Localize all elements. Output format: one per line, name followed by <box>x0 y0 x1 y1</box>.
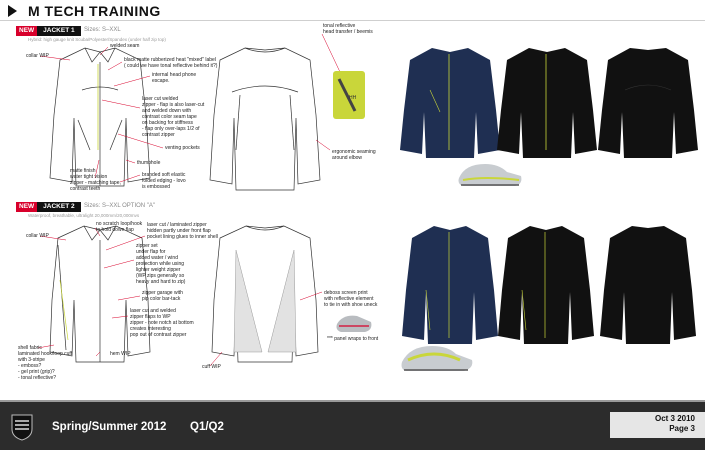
jacket1-elastic-note: branded soft elastic folded edging - lovo is embossed <box>142 172 186 190</box>
jacket1-collar-note: collar WIP <box>26 53 49 59</box>
jacket2-deboss-note: deboss screen print with reflective element to tie in with shoe uneck <box>324 290 378 308</box>
jacket2-laminated-zipper-note: laser cut / laminated zipper hidden partly under front flap pocket lining glues to inner shell <box>147 222 218 240</box>
jacket1-matte-note: matte finish water tight vision zipper - matching tape, contrast teeth <box>70 168 121 192</box>
new-badge: NEW <box>16 26 37 36</box>
jacket1-reflective-note: tonal reflective head transfer / beemis <box>323 23 373 35</box>
jacket1-thumbhole-note: thumbhole <box>137 160 161 166</box>
page-title: M TECH TRAINING <box>28 3 161 19</box>
jacket2-navy-front <box>402 226 498 344</box>
reflective-print-swatch <box>335 312 375 334</box>
footer-quarter: Q1/Q2 <box>190 421 224 433</box>
jacket1-fabric: Hybrid: high gauge knit Scuba/Polyester/Spandex (under half zip top) <box>28 37 166 42</box>
shoe2-image <box>398 340 478 376</box>
footer-season: Spring/Summer 2012 <box>52 421 167 433</box>
jacket1-headphone-note: internal head phone escape. <box>152 72 197 84</box>
jacket1-welded-seam-note: welded seam <box>110 43 140 49</box>
jacket2-hook-note: no scratch loop/hook to hold down flap <box>96 221 143 233</box>
jacket2-zipper-set-note: zipper set under flap for added water / wind protection while using lighter weight zipper (WP zips generally so heavy and hard to zip) <box>136 243 186 285</box>
jacket2-hem-note: hem WIP <box>110 351 131 357</box>
jacket2-black-back <box>600 226 696 344</box>
jacket2-panel-note: *** panel wraps to front <box>327 336 379 342</box>
new-badge: NEW <box>16 202 37 212</box>
svg-text:HH: HH <box>349 95 357 101</box>
jacket1-sizes: Sizes: S–XXL <box>84 27 121 33</box>
footer-date: Oct 3 2010 <box>654 414 695 423</box>
jacket1-label-note: black matte rubberized heat "mixed" label ( could we have tonal reflective behind it?) <box>124 57 218 69</box>
jacket2-sizes: Sizes: S–XXL OPTION "A" <box>84 203 156 209</box>
jacket2-welded-flaps-note: laser cut and welded zipper flaps to WP zipper - note notch at bottom creates interesting pop out of contrast zipper <box>130 308 194 338</box>
jacket2-name: JACKET 2 <box>37 202 80 212</box>
jacket1-zipper-note: laser cut welded zipper - flap is also laser-cut and welded down with contrast color seam tape on backing for stiffness - flap only over-laps 1/2 of contrast zipper <box>142 96 205 138</box>
jacket2-garage-note: zipper garage with pip color bar-tack <box>142 290 183 302</box>
jacket2-black-front <box>498 226 594 344</box>
jacket1-name: JACKET 1 <box>37 26 80 36</box>
jacket2-cuff-note: cuff WIP <box>202 364 221 370</box>
jacket2-fabric: Waterproof, breathable, ultralight 20,000mm/20,000mvs <box>28 213 140 218</box>
jacket1-venting-note: venting pockets <box>165 145 200 151</box>
jacket2-collar-note: collar WIP <box>26 233 49 239</box>
jacket2-shell-fabric-note: shell fabric laminated hook/loop cuff with 3-stripe - emboss? - gel print (grip)? - tonal reflective? <box>18 345 73 381</box>
jacket1-elbow-note: ergonomic seaming around elbow <box>332 149 376 161</box>
kswiss-shield-logo-icon <box>10 413 34 441</box>
footer-page: Page 3 <box>669 424 695 433</box>
